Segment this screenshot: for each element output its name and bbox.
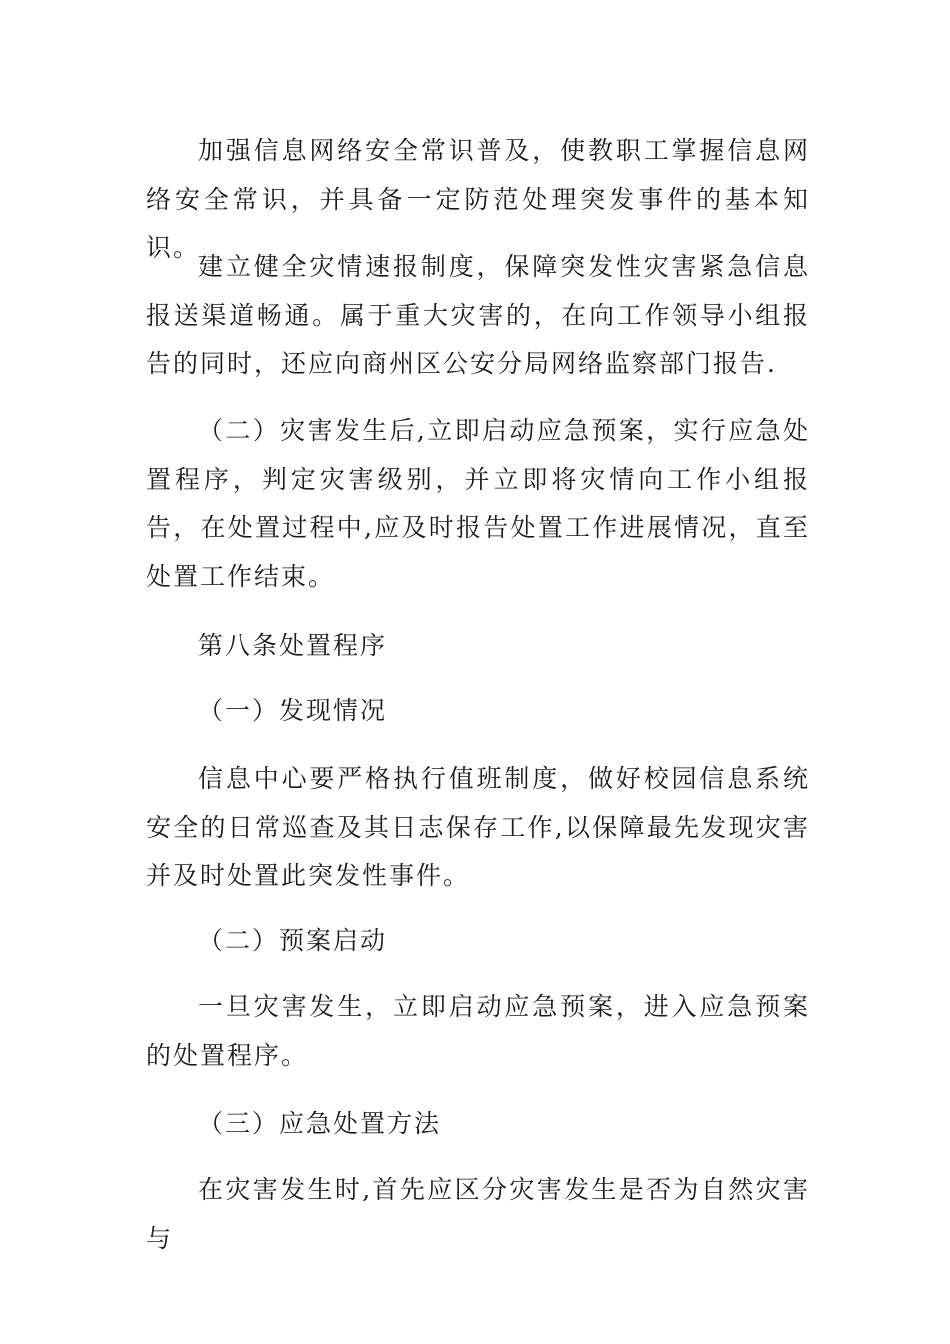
heading-discovery: （一）发现情况 [198, 696, 388, 725]
paragraph-emergency-methods: 在灾害发生时,首先应区分灾害发生是否为自然灾害与 [146, 1175, 810, 1253]
heading-article-eight: 第八条处置程序 [198, 631, 388, 660]
paragraph-plan-activation: 一旦灾害发生，立即启动应急预案，进入应急预案的处置程序。 [146, 992, 810, 1070]
paragraph-disaster-reporting: 建立健全灾情速报制度，保障突发性灾害紧急信息报送渠道畅通。属于重大灾害的，在向工作领导小组报告的同时，还应向商州区公安分局网络监察部门报告. [146, 252, 810, 378]
paragraph-duty-system: 信息中心要严格执行值班制度，做好校园信息系统安全的日常巡查及其日志保存工作,以保障最先发现灾害并及时处置此突发性事件。 [146, 764, 810, 890]
paragraph-security-awareness: 加强信息网络安全常识普及，使教职工掌握信息网络安全常识，并具备一定防范处理突发事件的基本知识。 [146, 136, 810, 262]
heading-plan-activation: （二）预案启动 [198, 926, 388, 955]
heading-emergency-methods: （三）应急处置方法 [198, 1109, 442, 1138]
paragraph-post-disaster-response: （二）灾害发生后,立即启动应急预案，实行应急处置程序，判定灾害级别，并立即将灾情向工作小组报告，在处置过程中,应及时报告处置工作进展情况，直至处置工作结束。 [146, 416, 810, 591]
